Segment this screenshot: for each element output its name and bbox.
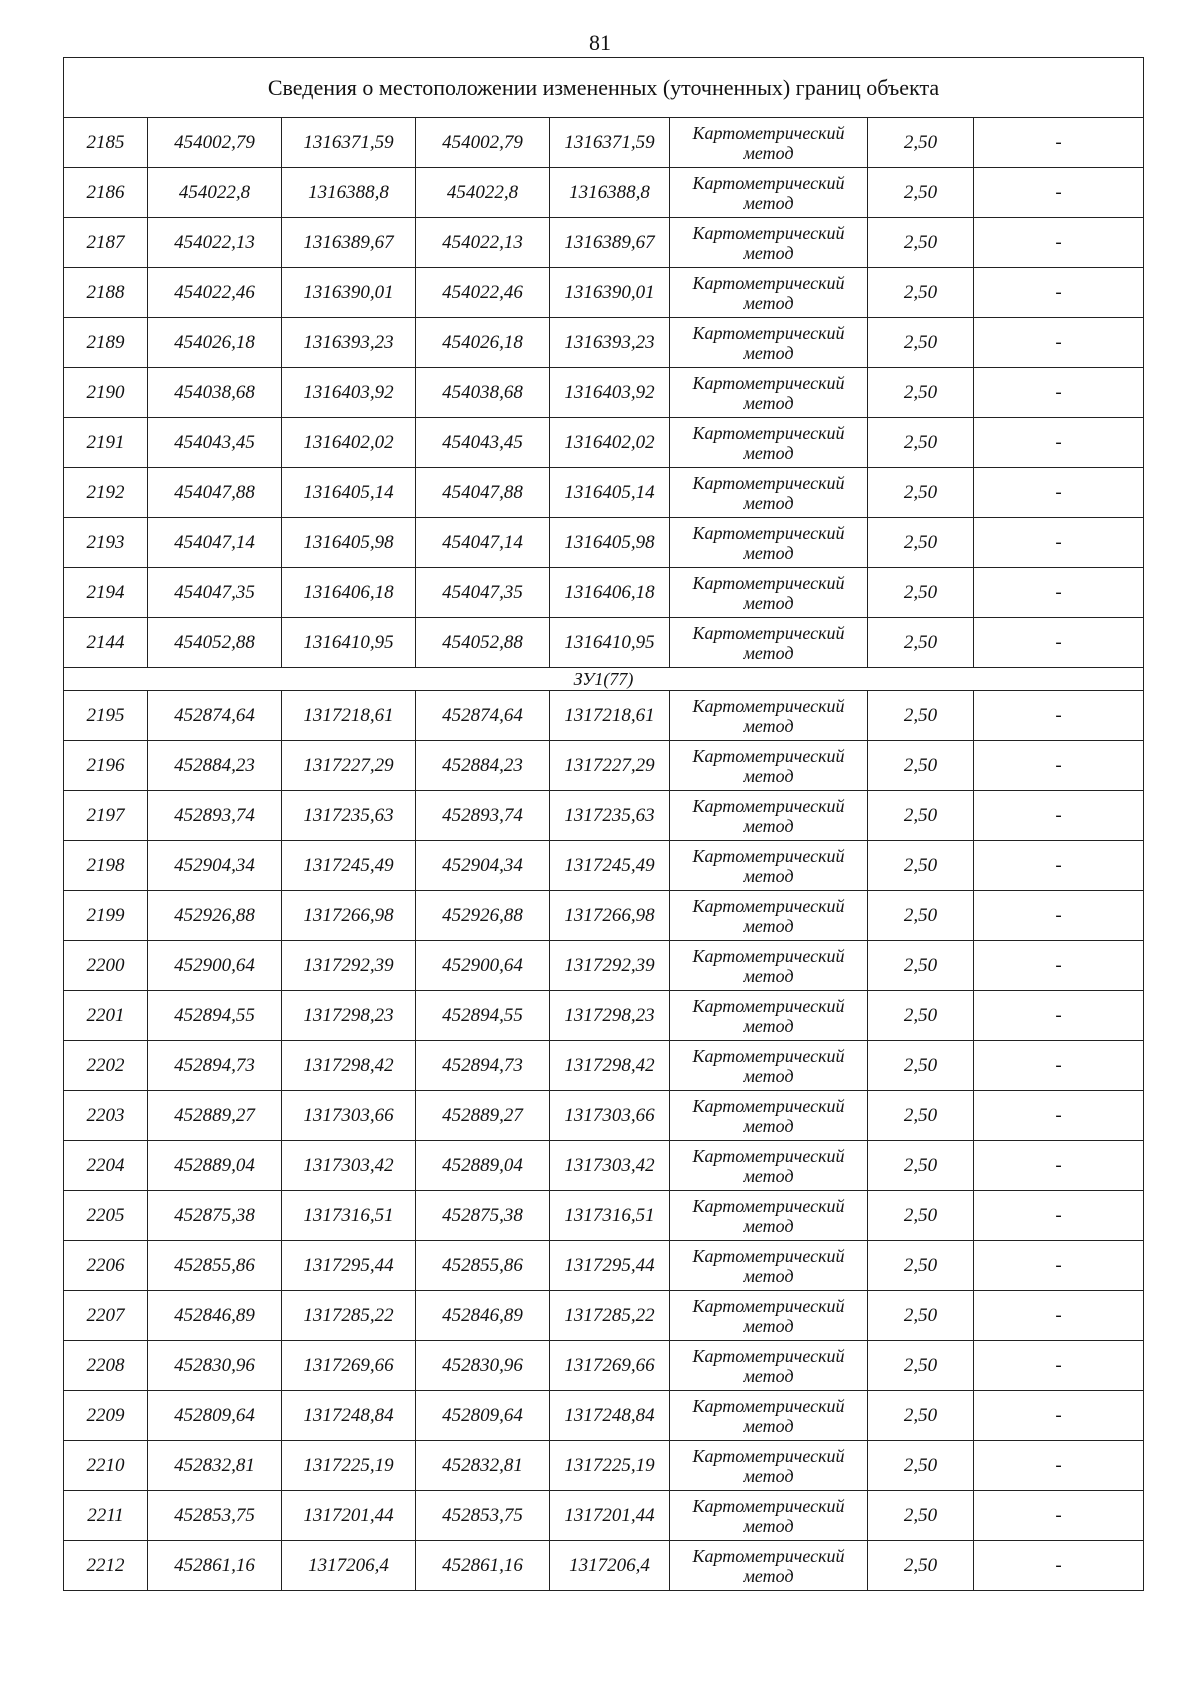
cell-y-new: 1316389,67 (550, 218, 670, 268)
cell-x-existing: 452904,34 (148, 841, 282, 891)
cell-y-existing: 1317206,4 (282, 1541, 416, 1591)
cell-y-existing: 1316405,14 (282, 468, 416, 518)
cell-x-new: 454038,68 (416, 368, 550, 418)
cell-y-new: 1316410,95 (550, 618, 670, 668)
table-row (64, 568, 1144, 618)
cell-accuracy: 2,50 (868, 168, 974, 218)
cell-y-existing: 1316371,59 (282, 118, 416, 168)
cell-x-existing: 454043,45 (148, 418, 282, 468)
cell-x-existing: 454038,68 (148, 368, 282, 418)
cell-determination-method: Картометрический метод (670, 691, 868, 741)
cell-point-number: 2202 (64, 1041, 148, 1091)
cell-accuracy: 2,50 (868, 118, 974, 168)
section-label-row (64, 668, 1144, 691)
cell-x-existing: 452846,89 (148, 1291, 282, 1341)
cell-point-description: - (974, 318, 1144, 368)
section-label: ЗУ1(77) (64, 668, 1144, 691)
cell-determination-method: Картометрический метод (670, 318, 868, 368)
cell-y-new: 1317269,66 (550, 1341, 670, 1391)
cell-point-number: 2199 (64, 891, 148, 941)
table-row (64, 991, 1144, 1041)
cell-determination-method: Картометрический метод (670, 1391, 868, 1441)
cell-y-new: 1316402,02 (550, 418, 670, 468)
cell-y-new: 1317316,51 (550, 1191, 670, 1241)
table-row (64, 418, 1144, 468)
cell-y-new: 1317295,44 (550, 1241, 670, 1291)
cell-y-existing: 1316388,8 (282, 168, 416, 218)
cell-determination-method: Картометрический метод (670, 1241, 868, 1291)
cell-point-number: 2209 (64, 1391, 148, 1441)
cell-determination-method: Картометрический метод (670, 518, 868, 568)
cell-y-new: 1317266,98 (550, 891, 670, 941)
table-row (64, 1291, 1144, 1341)
cell-determination-method: Картометрический метод (670, 1291, 868, 1341)
cell-x-existing: 452893,74 (148, 791, 282, 841)
cell-y-existing: 1317225,19 (282, 1441, 416, 1491)
cell-x-existing: 452894,73 (148, 1041, 282, 1091)
cell-x-existing: 452889,27 (148, 1091, 282, 1141)
cell-y-existing: 1317298,42 (282, 1041, 416, 1091)
cell-y-new: 1317303,66 (550, 1091, 670, 1141)
cell-accuracy: 2,50 (868, 618, 974, 668)
cell-point-number: 2198 (64, 841, 148, 891)
cell-y-existing: 1317269,66 (282, 1341, 416, 1391)
cell-x-existing: 452900,64 (148, 941, 282, 991)
page-number: 81 (589, 30, 611, 55)
cell-point-description: - (974, 168, 1144, 218)
cell-y-existing: 1317235,63 (282, 791, 416, 841)
cell-y-new: 1316388,8 (550, 168, 670, 218)
table-row (64, 1491, 1144, 1541)
table-body (64, 58, 1144, 1591)
cell-x-new: 452855,86 (416, 1241, 550, 1291)
cell-accuracy: 2,50 (868, 268, 974, 318)
cell-x-new: 452809,64 (416, 1391, 550, 1441)
cell-point-number: 2195 (64, 691, 148, 741)
cell-y-existing: 1316406,18 (282, 568, 416, 618)
cell-x-new: 454022,46 (416, 268, 550, 318)
cell-x-new: 454047,35 (416, 568, 550, 618)
cell-point-description: - (974, 891, 1144, 941)
cell-point-description: - (974, 418, 1144, 468)
cell-point-description: - (974, 1141, 1144, 1191)
cell-point-number: 2211 (64, 1491, 148, 1541)
table-row (64, 468, 1144, 518)
table-row (64, 1091, 1144, 1141)
table-row (64, 691, 1144, 741)
cell-point-number: 2210 (64, 1441, 148, 1491)
cell-x-new: 454047,14 (416, 518, 550, 568)
cell-point-description: - (974, 1191, 1144, 1241)
table-row (64, 218, 1144, 268)
cell-point-number: 2201 (64, 991, 148, 1041)
cell-y-existing: 1317218,61 (282, 691, 416, 741)
cell-accuracy: 2,50 (868, 1191, 974, 1241)
cell-x-new: 452875,38 (416, 1191, 550, 1241)
cell-point-number: 2197 (64, 791, 148, 841)
cell-determination-method: Картометрический метод (670, 841, 868, 891)
cell-point-description: - (974, 941, 1144, 991)
cell-point-number: 2194 (64, 568, 148, 618)
cell-point-number: 2191 (64, 418, 148, 468)
cell-accuracy: 2,50 (868, 1391, 974, 1441)
cell-point-description: - (974, 691, 1144, 741)
cell-point-description: - (974, 1091, 1144, 1141)
table-row (64, 318, 1144, 368)
cell-point-number: 2207 (64, 1291, 148, 1341)
cell-x-new: 454026,18 (416, 318, 550, 368)
cell-x-new: 454022,8 (416, 168, 550, 218)
cell-y-existing: 1317298,23 (282, 991, 416, 1041)
cell-y-existing: 1317245,49 (282, 841, 416, 891)
cell-x-existing: 452855,86 (148, 1241, 282, 1291)
cell-y-new: 1317245,49 (550, 841, 670, 891)
cell-point-description: - (974, 1491, 1144, 1541)
cell-point-number: 2206 (64, 1241, 148, 1291)
cell-point-number: 2196 (64, 741, 148, 791)
cell-x-existing: 454047,88 (148, 468, 282, 518)
table-row (64, 1391, 1144, 1441)
cell-y-new: 1316406,18 (550, 568, 670, 618)
cell-y-new: 1317201,44 (550, 1491, 670, 1541)
cell-accuracy: 2,50 (868, 1441, 974, 1491)
cell-point-description: - (974, 618, 1144, 668)
cell-point-description: - (974, 1341, 1144, 1391)
cell-y-existing: 1316410,95 (282, 618, 416, 668)
cell-x-new: 452874,64 (416, 691, 550, 741)
table-row (64, 1341, 1144, 1391)
cell-y-existing: 1316405,98 (282, 518, 416, 568)
cell-point-description: - (974, 518, 1144, 568)
table-row (64, 368, 1144, 418)
table-title-row (64, 58, 1144, 118)
cell-x-existing: 452884,23 (148, 741, 282, 791)
cell-point-number: 2144 (64, 618, 148, 668)
cell-point-description: - (974, 568, 1144, 618)
table-row (64, 268, 1144, 318)
cell-point-number: 2200 (64, 941, 148, 991)
cell-accuracy: 2,50 (868, 318, 974, 368)
boundary-coordinates-table (63, 57, 1144, 1591)
cell-y-existing: 1316393,23 (282, 318, 416, 368)
cell-x-new: 452894,55 (416, 991, 550, 1041)
cell-y-new: 1317206,4 (550, 1541, 670, 1591)
cell-x-new: 452853,75 (416, 1491, 550, 1541)
cell-x-new: 452889,04 (416, 1141, 550, 1191)
cell-point-description: - (974, 741, 1144, 791)
cell-point-number: 2189 (64, 318, 148, 368)
cell-x-new: 452846,89 (416, 1291, 550, 1341)
table-row (64, 1441, 1144, 1491)
cell-x-existing: 452853,75 (148, 1491, 282, 1541)
cell-point-description: - (974, 118, 1144, 168)
cell-determination-method: Картометрический метод (670, 791, 868, 841)
cell-point-number: 2190 (64, 368, 148, 418)
cell-x-existing: 452861,16 (148, 1541, 282, 1591)
cell-x-new: 452884,23 (416, 741, 550, 791)
cell-point-description: - (974, 1241, 1144, 1291)
cell-x-new: 454022,13 (416, 218, 550, 268)
table-row (64, 118, 1144, 168)
table-row (64, 518, 1144, 568)
cell-point-description: - (974, 791, 1144, 841)
cell-point-description: - (974, 1441, 1144, 1491)
cell-accuracy: 2,50 (868, 468, 974, 518)
table-row (64, 1141, 1144, 1191)
cell-y-existing: 1316403,92 (282, 368, 416, 418)
cell-determination-method: Картометрический метод (670, 991, 868, 1041)
cell-point-number: 2205 (64, 1191, 148, 1241)
cell-determination-method: Картометрический метод (670, 1341, 868, 1391)
table-row (64, 941, 1144, 991)
cell-determination-method: Картометрический метод (670, 1091, 868, 1141)
cell-accuracy: 2,50 (868, 1041, 974, 1091)
cell-y-new: 1316371,59 (550, 118, 670, 168)
cell-accuracy: 2,50 (868, 941, 974, 991)
cell-determination-method: Картометрический метод (670, 368, 868, 418)
cell-accuracy: 2,50 (868, 791, 974, 841)
cell-y-existing: 1316389,67 (282, 218, 416, 268)
cell-point-description: - (974, 468, 1144, 518)
cell-determination-method: Картометрический метод (670, 941, 868, 991)
cell-point-description: - (974, 1541, 1144, 1591)
cell-point-number: 2185 (64, 118, 148, 168)
cell-x-existing: 452809,64 (148, 1391, 282, 1441)
cell-accuracy: 2,50 (868, 691, 974, 741)
cell-accuracy: 2,50 (868, 1341, 974, 1391)
cell-y-new: 1317303,42 (550, 1141, 670, 1191)
cell-accuracy: 2,50 (868, 518, 974, 568)
cell-y-new: 1317248,84 (550, 1391, 670, 1441)
cell-point-number: 2212 (64, 1541, 148, 1591)
cell-accuracy: 2,50 (868, 841, 974, 891)
cell-determination-method: Картометрический метод (670, 1191, 868, 1241)
cell-y-existing: 1316390,01 (282, 268, 416, 318)
cell-accuracy: 2,50 (868, 1091, 974, 1141)
cell-y-new: 1317292,39 (550, 941, 670, 991)
cell-determination-method: Картометрический метод (670, 568, 868, 618)
cell-point-description: - (974, 368, 1144, 418)
cell-x-new: 454043,45 (416, 418, 550, 468)
cell-point-number: 2193 (64, 518, 148, 568)
table-row (64, 841, 1144, 891)
table-row (64, 891, 1144, 941)
cell-x-existing: 454002,79 (148, 118, 282, 168)
cell-determination-method: Картометрический метод (670, 1041, 868, 1091)
cell-x-existing: 454047,35 (148, 568, 282, 618)
cell-point-number: 2203 (64, 1091, 148, 1141)
cell-y-existing: 1317266,98 (282, 891, 416, 941)
cell-point-description: - (974, 1041, 1144, 1091)
cell-y-existing: 1317316,51 (282, 1191, 416, 1241)
cell-accuracy: 2,50 (868, 1491, 974, 1541)
table-row (64, 791, 1144, 841)
cell-x-new: 452830,96 (416, 1341, 550, 1391)
cell-y-new: 1316390,01 (550, 268, 670, 318)
cell-point-description: - (974, 1291, 1144, 1341)
table-row (64, 168, 1144, 218)
cell-accuracy: 2,50 (868, 1241, 974, 1291)
table-row (64, 618, 1144, 668)
cell-x-existing: 452874,64 (148, 691, 282, 741)
cell-y-existing: 1317285,22 (282, 1291, 416, 1341)
cell-x-new: 454052,88 (416, 618, 550, 668)
cell-x-existing: 454052,88 (148, 618, 282, 668)
cell-accuracy: 2,50 (868, 1541, 974, 1591)
cell-point-number: 2186 (64, 168, 148, 218)
cell-x-new: 454047,88 (416, 468, 550, 518)
cell-x-new: 452900,64 (416, 941, 550, 991)
cell-accuracy: 2,50 (868, 891, 974, 941)
cell-point-description: - (974, 991, 1144, 1041)
cell-x-new: 452894,73 (416, 1041, 550, 1091)
cell-accuracy: 2,50 (868, 568, 974, 618)
cell-determination-method: Картометрический метод (670, 618, 868, 668)
cell-x-new: 452893,74 (416, 791, 550, 841)
cell-x-new: 452904,34 (416, 841, 550, 891)
cell-x-existing: 452832,81 (148, 1441, 282, 1491)
cell-point-description: - (974, 841, 1144, 891)
cell-determination-method: Картометрический метод (670, 468, 868, 518)
cell-y-existing: 1317292,39 (282, 941, 416, 991)
cell-accuracy: 2,50 (868, 368, 974, 418)
cell-y-new: 1317227,29 (550, 741, 670, 791)
cell-x-new: 452832,81 (416, 1441, 550, 1491)
cell-y-existing: 1317201,44 (282, 1491, 416, 1541)
cell-accuracy: 2,50 (868, 218, 974, 268)
cell-x-existing: 452894,55 (148, 991, 282, 1041)
cell-x-new: 452861,16 (416, 1541, 550, 1591)
cell-accuracy: 2,50 (868, 741, 974, 791)
cell-y-new: 1316405,14 (550, 468, 670, 518)
cell-y-existing: 1317303,42 (282, 1141, 416, 1191)
cell-accuracy: 2,50 (868, 1141, 974, 1191)
cell-x-new: 454002,79 (416, 118, 550, 168)
cell-determination-method: Картометрический метод (670, 1491, 868, 1541)
cell-determination-method: Картометрический метод (670, 118, 868, 168)
cell-point-number: 2187 (64, 218, 148, 268)
cell-y-existing: 1317295,44 (282, 1241, 416, 1291)
cell-x-existing: 452875,38 (148, 1191, 282, 1241)
cell-point-number: 2208 (64, 1341, 148, 1391)
cell-x-new: 452926,88 (416, 891, 550, 941)
cell-y-new: 1317298,23 (550, 991, 670, 1041)
cell-point-number: 2204 (64, 1141, 148, 1191)
cell-determination-method: Картометрический метод (670, 168, 868, 218)
cell-y-new: 1317298,42 (550, 1041, 670, 1091)
cell-determination-method: Картометрический метод (670, 218, 868, 268)
cell-y-existing: 1317303,66 (282, 1091, 416, 1141)
cell-y-new: 1316405,98 (550, 518, 670, 568)
table-row (64, 1041, 1144, 1091)
cell-determination-method: Картометрический метод (670, 741, 868, 791)
table-title: Сведения о местоположении измененных (уточненных) границ объекта (64, 58, 1144, 118)
cell-y-new: 1317218,61 (550, 691, 670, 741)
cell-x-existing: 454026,18 (148, 318, 282, 368)
cell-y-new: 1317285,22 (550, 1291, 670, 1341)
cell-determination-method: Картометрический метод (670, 1141, 868, 1191)
cell-point-description: - (974, 218, 1144, 268)
cell-x-existing: 452889,04 (148, 1141, 282, 1191)
cell-accuracy: 2,50 (868, 1291, 974, 1341)
cell-y-existing: 1316402,02 (282, 418, 416, 468)
table-row (64, 1241, 1144, 1291)
cell-determination-method: Картометрический метод (670, 1541, 868, 1591)
cell-determination-method: Картометрический метод (670, 268, 868, 318)
cell-y-new: 1317235,63 (550, 791, 670, 841)
cell-accuracy: 2,50 (868, 991, 974, 1041)
cell-x-existing: 454022,46 (148, 268, 282, 318)
cell-determination-method: Картометрический метод (670, 891, 868, 941)
cell-point-description: - (974, 268, 1144, 318)
table-row (64, 1541, 1144, 1591)
table-row (64, 1191, 1144, 1241)
cell-y-new: 1317225,19 (550, 1441, 670, 1491)
cell-x-existing: 454022,8 (148, 168, 282, 218)
cell-accuracy: 2,50 (868, 418, 974, 468)
cell-y-new: 1316403,92 (550, 368, 670, 418)
cell-point-number: 2188 (64, 268, 148, 318)
cell-determination-method: Картометрический метод (670, 1441, 868, 1491)
table-row (64, 741, 1144, 791)
cell-x-existing: 454047,14 (148, 518, 282, 568)
cell-y-new: 1316393,23 (550, 318, 670, 368)
cell-y-existing: 1317227,29 (282, 741, 416, 791)
cell-point-number: 2192 (64, 468, 148, 518)
cell-point-description: - (974, 1391, 1144, 1441)
cell-x-existing: 452926,88 (148, 891, 282, 941)
cell-y-existing: 1317248,84 (282, 1391, 416, 1441)
cell-x-existing: 454022,13 (148, 218, 282, 268)
cell-x-new: 452889,27 (416, 1091, 550, 1141)
cell-determination-method: Картометрический метод (670, 418, 868, 468)
cell-x-existing: 452830,96 (148, 1341, 282, 1391)
